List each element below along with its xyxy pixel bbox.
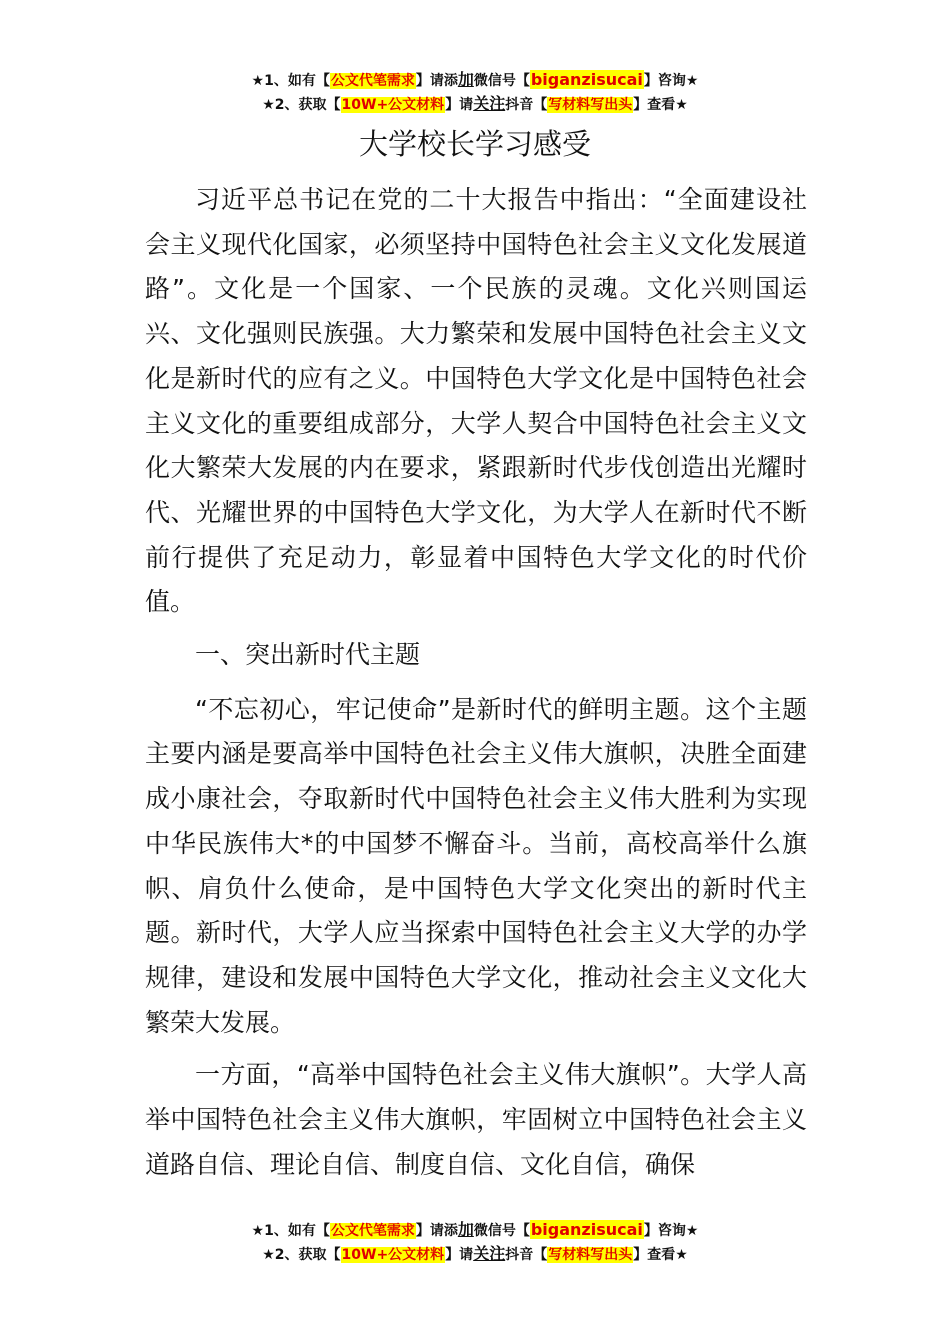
promo-text: 微信号【 <box>473 1223 530 1239</box>
promo-underlined: 加 <box>457 1220 474 1239</box>
body-paragraph: “不忘初心，牢记使命”是新时代的鲜明主题。这个主题主要内涵是要高举中国特色社会主义伟大旗帜，决胜全面建成小康社会，夺取新时代中国特色社会主义伟大胜利为实现中华民族伟大*的中国梦不懈奋斗。当前，高校高举什么旗帜、肩负什么使命，是中国特色大学文化突出的新时代主题。新时代，大学人应当探索中国特色社会主义大学的办学规律，建设和发展中国特色大学文化，推动社会主义文化大繁荣大发展。 <box>145 694 807 1037</box>
promo-text: 抖音【 <box>505 1247 548 1263</box>
body-paragraph: 习近平总书记在党的二十大报告中指出：“全面建设社会主义现代化国家，必须坚持中国特色社会主义文化发展道路”。文化是一个国家、一个民族的灵魂。文化兴则国运兴、文化强则民族强。大力繁荣和发展中国特色社会主义文化是新时代的应有之义。中国特色大学文化是中国特色社会主义文化的重要组成部分，大学人契合中国特色社会主义文化大繁荣大发展的内在要求，紧跟新时代步伐创造出光耀时代、光耀世界的中国特色大学文化，为大学人在新时代不断前行提供了充足动力，彰显着中国特色大学文化的时代价值。 <box>145 185 807 617</box>
body-paragraph: 一方面，“高举中国特色社会主义伟大旗帜”。大学人高举中国特色社会主义伟大旗帜，牢固树立中国特色社会主义道路自信、理论自信、制度自信、文化自信，确保 <box>145 1060 807 1179</box>
promo-line-1 <box>0 68 950 92</box>
promo-highlight-wechat: biganzisucai <box>530 70 643 89</box>
promo-text: ★2、获取【 <box>262 97 341 113</box>
promo-text: 】请添 <box>415 1223 458 1239</box>
promo-line-2 <box>0 1242 950 1266</box>
promo-highlight-douyin: 写材料写出头 <box>548 1247 633 1263</box>
promo-highlight: 10W+公文材料 <box>341 97 445 113</box>
promo-text: 抖音【 <box>505 97 548 113</box>
promo-text: 微信号【 <box>473 73 530 89</box>
promo-text: 】查看★ <box>633 97 688 113</box>
section-heading: 一、突出新时代主题 <box>195 640 421 670</box>
promo-line-2 <box>0 92 950 116</box>
promo-text: ★1、如有【 <box>251 1223 330 1239</box>
promo-highlight-wechat: biganzisucai <box>530 1220 643 1239</box>
promo-text: 】请 <box>445 97 474 113</box>
promo-underlined: 关注 <box>473 1244 506 1263</box>
promo-text: ★1、如有【 <box>251 73 330 89</box>
promo-text: 】咨询★ <box>643 1223 699 1239</box>
document-title: 大学校长学习感受 <box>358 127 591 161</box>
promo-text: ★2、获取【 <box>262 1247 341 1263</box>
promo-highlight-douyin: 写材料写出头 <box>548 97 633 113</box>
promo-text: 】请添 <box>415 73 458 89</box>
promo-line-1 <box>0 1218 950 1242</box>
header-promo-banner <box>0 68 950 116</box>
promo-underlined: 加 <box>457 70 474 89</box>
footer-promo-banner <box>0 1218 950 1266</box>
promo-underlined: 关注 <box>473 94 506 113</box>
promo-highlight: 10W+公文材料 <box>341 1247 445 1263</box>
promo-text: 】咨询★ <box>643 73 699 89</box>
promo-highlight: 公文代笔需求 <box>330 1223 415 1239</box>
document-body <box>145 178 807 1195</box>
promo-highlight: 公文代笔需求 <box>330 73 415 89</box>
promo-text: 】请 <box>445 1247 474 1263</box>
promo-text: 】查看★ <box>633 1247 688 1263</box>
